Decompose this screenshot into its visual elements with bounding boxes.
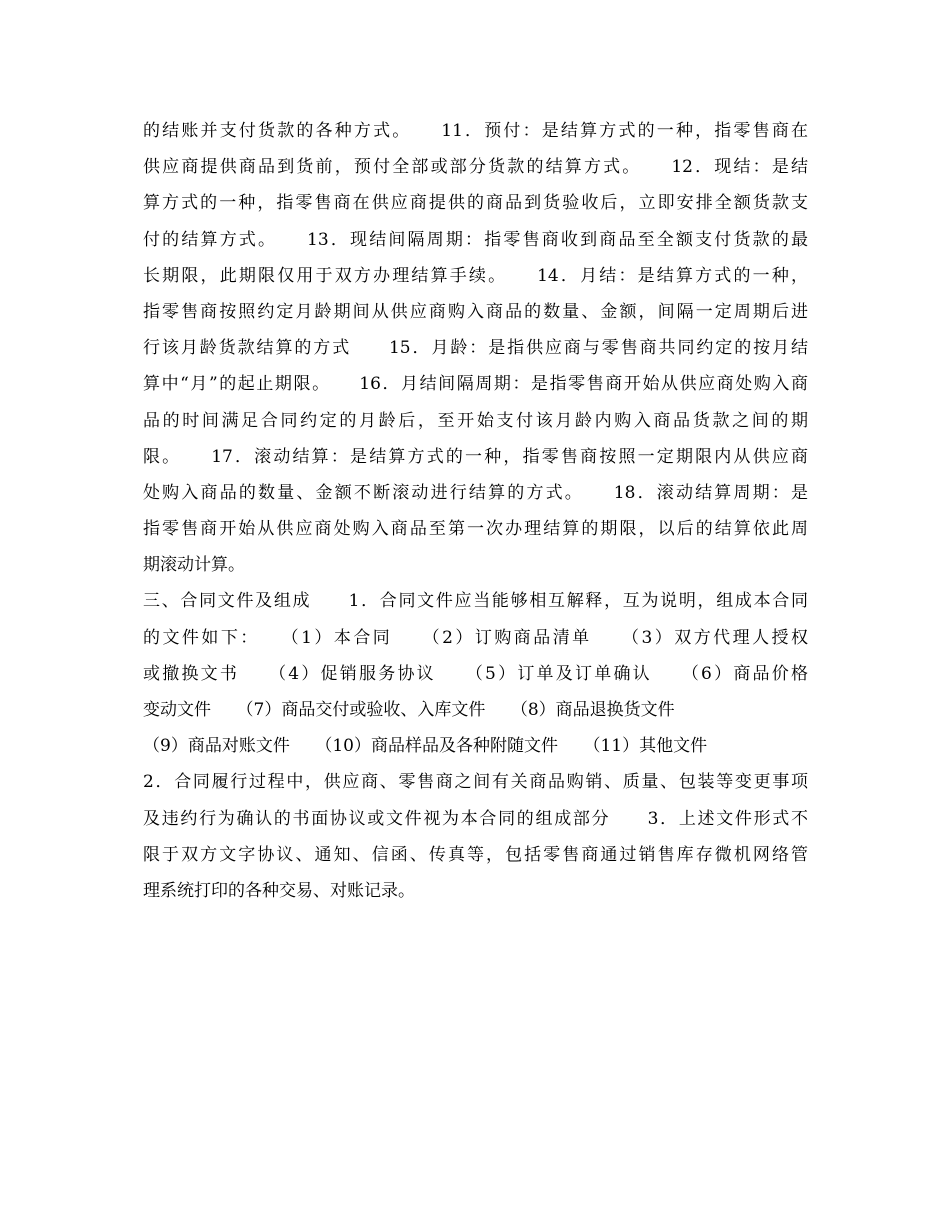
- text-line: 行该月龄货款结算的方式 15．月龄：是指供应商与零售商共同约定的按月结: [143, 338, 808, 359]
- text-line: 长期限，此期限仅用于双方办理结算手续。 14．月结：是结算方式的一种，: [143, 265, 808, 286]
- text-line: 限于双方文字协议、通知、信函、传真等，包括零售商通过销售库存微机网络管: [143, 844, 808, 865]
- text-line: 处购入商品的数量、金额不断滚动进行结算的方式。 18．滚动结算周期：是: [143, 482, 808, 503]
- text-line: 的文件如下： （1）本合同 （2）订购商品清单 （3）双方代理人授权: [143, 627, 808, 648]
- text-line: 的结账并支付货款的各种方式。 11．预付：是结算方式的一种，指零售商在: [143, 121, 808, 141]
- text-line: 期滚动计算。: [143, 555, 245, 576]
- text-line: 或撤换文书 （4）促销服务协议 （5）订单及订单确认 （6）商品价格: [143, 663, 808, 684]
- text-line: 供应商提供商品到货前，预付全部或部分货款的结算方式。 12．现结：是结: [143, 157, 808, 178]
- text-line: （9）商品对账文件 （10）商品样品及各种附随文件 （11）其他文件: [143, 736, 708, 757]
- text-line: 付的结算方式。 13．现结间隔周期：指零售商收到商品至全额支付货款的最: [143, 229, 808, 250]
- text-line: 算方式的一种，指零售商在供应商提供的商品到货验收后，立即安排全额货款支: [143, 193, 808, 214]
- text-line: 指零售商开始从供应商处购入商品至第一次办理结算的期限，以后的结算依此周: [143, 519, 808, 540]
- text-line: 2．合同履行过程中，供应商、零售商之间有关商品购销、质量、包装等变更事项: [143, 772, 808, 793]
- text-line: 变动文件 （7）商品交付或验收、入库文件 （8）商品退换货文件: [143, 700, 675, 720]
- text-line: 限。 17．滚动结算：是结算方式的一种，指零售商按照一定期限内从供应商: [143, 446, 808, 467]
- text-line: 品的时间满足合同约定的月龄后，至开始支付该月龄内购入商品货款之间的期: [143, 410, 808, 431]
- text-line: 指零售商按照约定月龄期间从供应商购入商品的数量、金额，间隔一定周期后进: [143, 301, 808, 322]
- contract-text-block: [143, 113, 808, 909]
- text-line: 算中“月”的起止期限。 16．月结间隔周期：是指零售商开始从供应商处购入商: [143, 374, 808, 395]
- text-line: 理系统打印的各种交易、对账记录。: [143, 880, 415, 901]
- section-heading-line: 三、合同文件及组成 1．合同文件应当能够相互解释，互为说明，组成本合同: [143, 591, 808, 612]
- text-line: 及违约行为确认的书面协议或文件视为本合同的组成部分 3．上述文件形式不: [143, 808, 808, 829]
